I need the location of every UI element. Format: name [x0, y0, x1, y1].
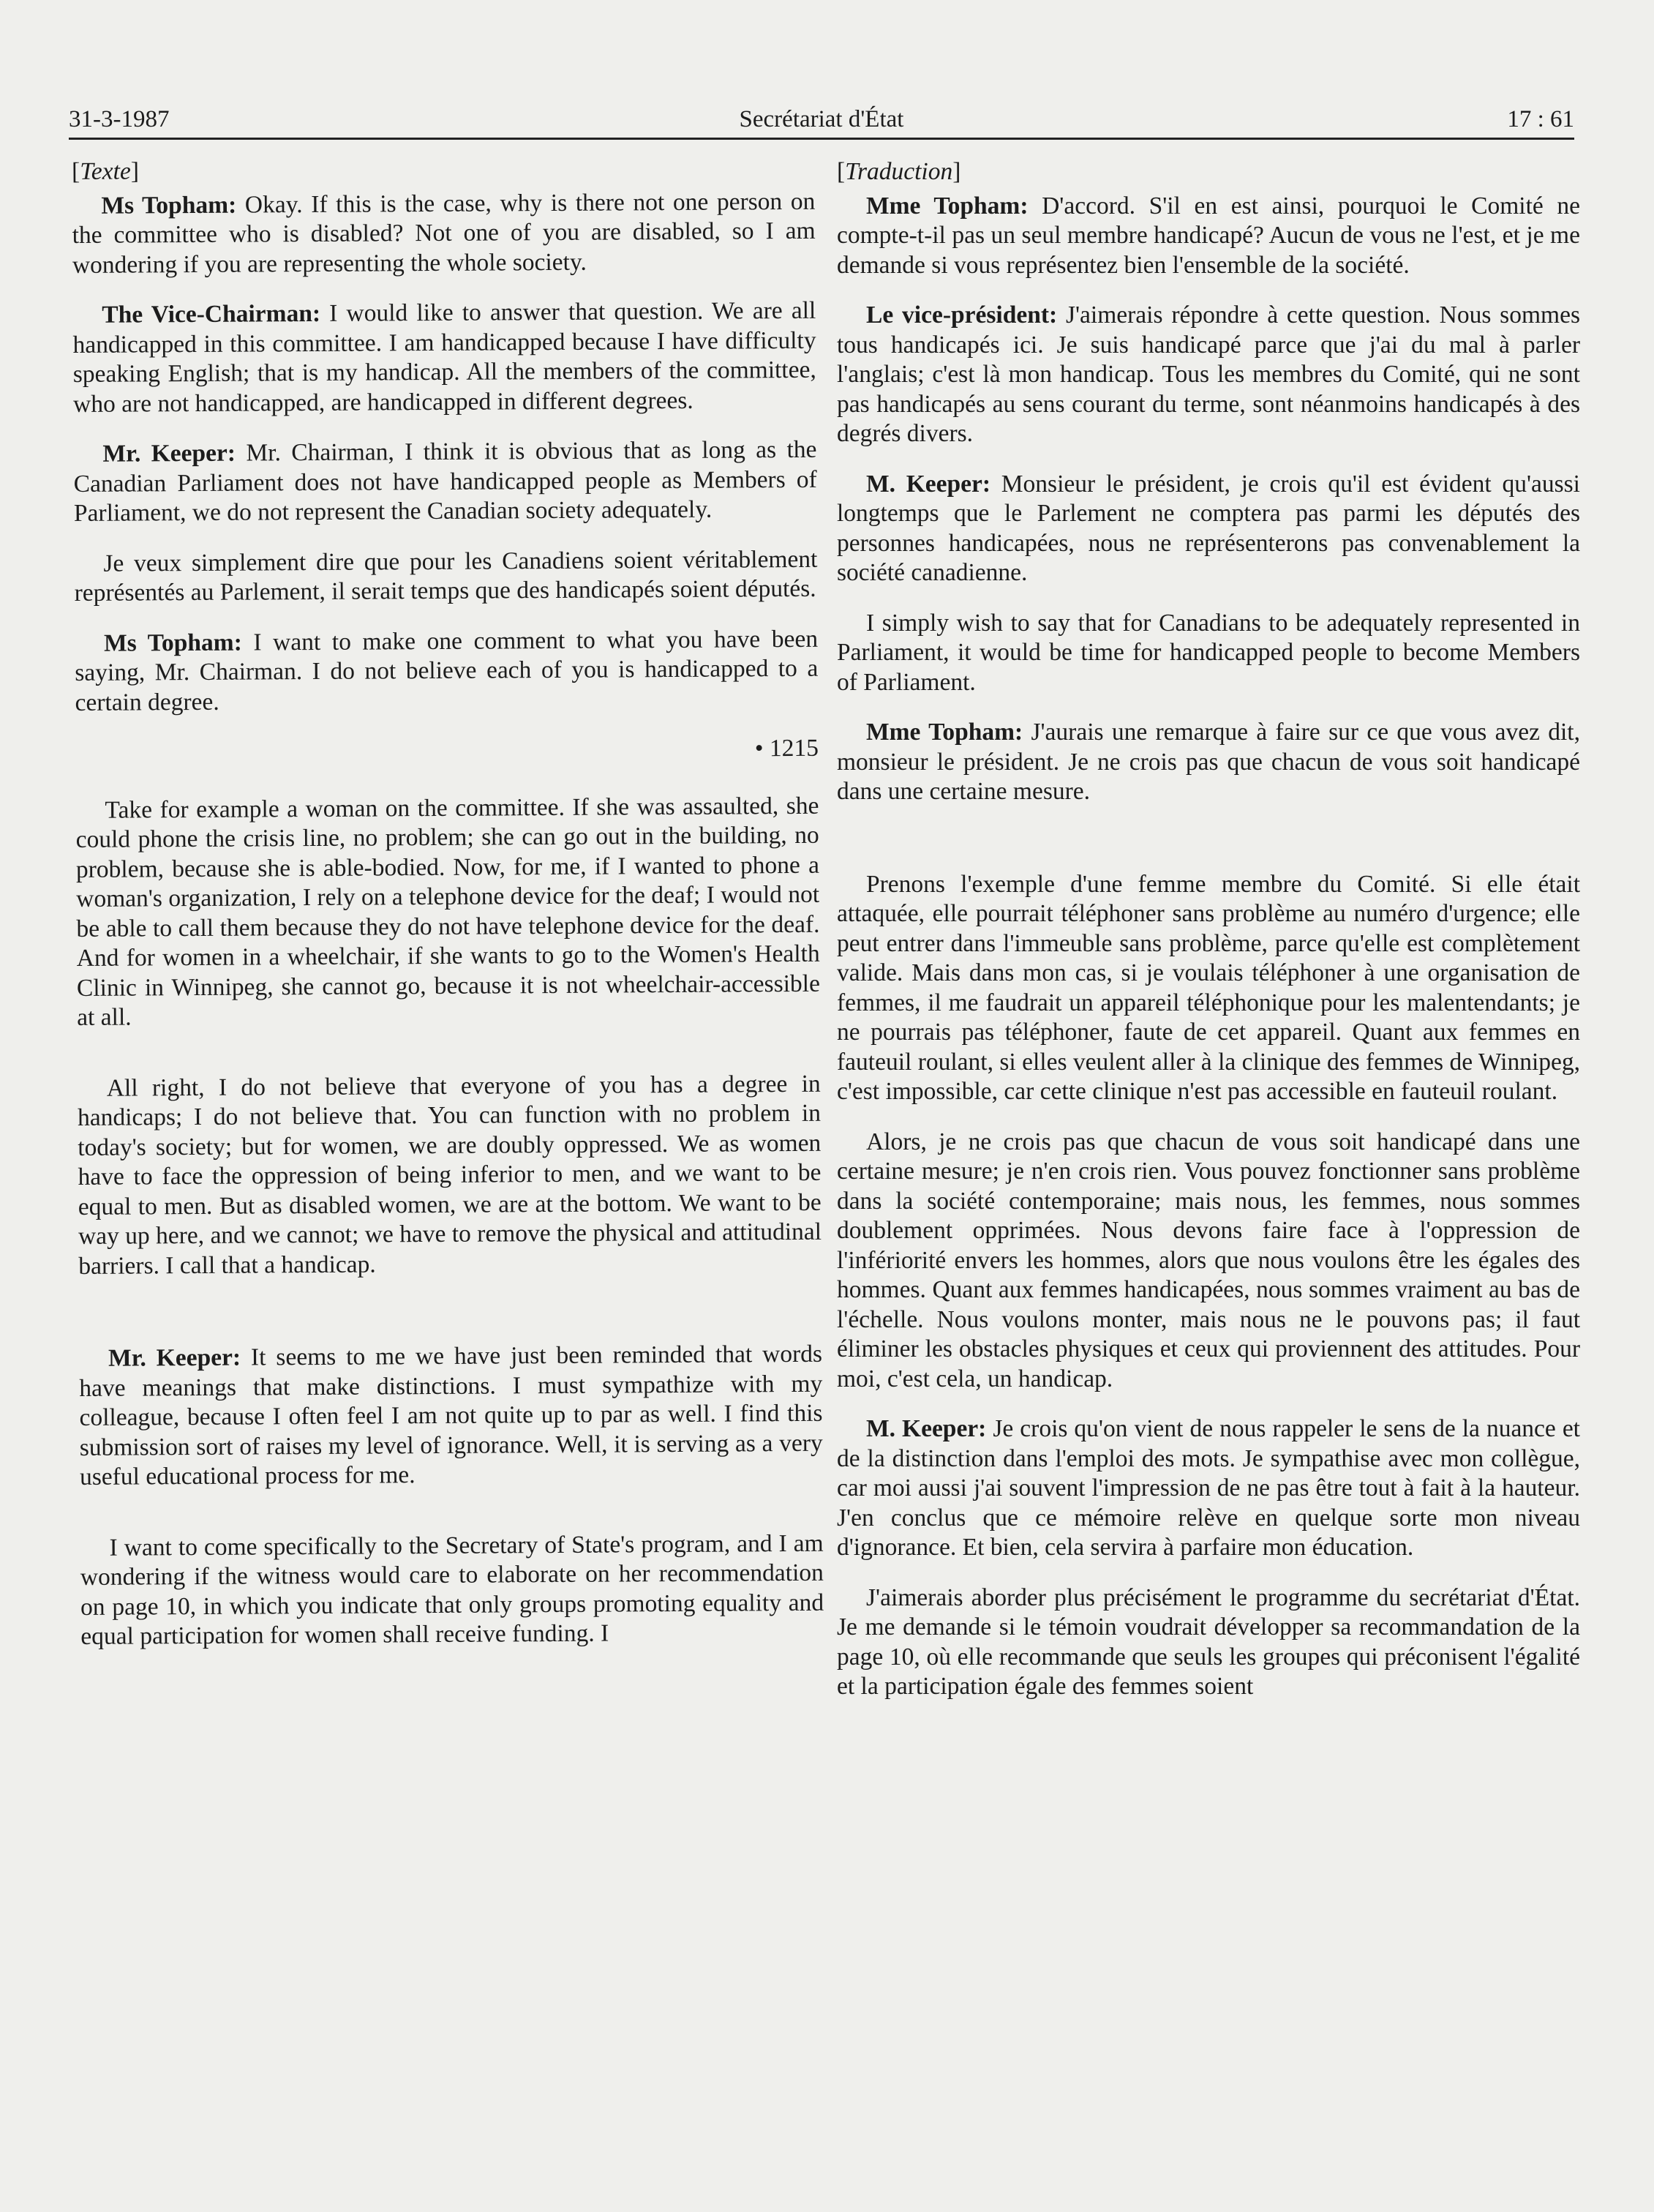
section-tag-text: Traduction	[845, 158, 953, 185]
paragraph	[837, 718, 1580, 807]
left-column-english	[72, 153, 824, 1673]
paragraph	[72, 296, 816, 419]
paragraph: I simply wish to say that for Canadians to be adequately represented in Parliament, it would be time for handicapped people to become Members of Parliament.	[837, 609, 1580, 696]
speaker-name: Ms Topham:	[103, 629, 242, 657]
paragraph: I want to come specifically to the Secretary of State's program, and I am wondering if the witness would care to elaborate on her recommendation on page 10, in which you indicate that only groups promoting equality and equal participation for women shall receive funding. I	[80, 1529, 824, 1650]
speaker-name: Mme Topham:	[866, 719, 1023, 746]
header-date: 31-3-1987	[69, 106, 170, 132]
paragraph	[837, 192, 1580, 281]
speech-text: Monsieur le président, je crois qu'il est évident qu'aussi longtemps que le Parlement ne comptera pas parmi les députés des personnes handicapées, nous ne représenterons pas convenablement la société canadienne.	[837, 470, 1580, 586]
time-marker: • 1215	[754, 734, 819, 762]
section-tag-text: Texte	[80, 157, 131, 185]
speech-text: D'accord. S'il en est ainsi, pourquoi le Comité ne compte-t-il pas un seul membre handicapé? Aucun de vous ne l'est, et je me demande si vous représentez bien l'ensemble de la société.	[837, 192, 1580, 279]
speech-text: J'aimerais répondre à cette question. Nous sommes tous handicapés ici. Je suis handicapé parce que j'ai du mal à parler l'anglais; c'est là mon handicap. Tous les membres du Comité, qui ne sont pas handicapés au sens courant du terme, sont néanmoins handicapés à des degrés divers.	[837, 301, 1580, 447]
speech-text: J'aurais une remarque à faire sur ce que vous avez dit, monsieur le président. Je ne crois pas que chacun de vous soit handicapé dans une certaine mesure.	[837, 719, 1580, 805]
paragraph	[837, 1414, 1580, 1563]
speaker-name: Ms Topham:	[101, 191, 237, 220]
paragraph	[72, 187, 816, 280]
paragraph: Take for example a woman on the committee. If she was assaulted, she could phone the crisis line, no problem; she can go out in the building, no problem, because she is able-bodied. Now, for me, if I wanted to phone a woman's organization, I rely on a telephone device for the deaf; I would not be able to call them because they do not have telephone device for the deaf. And for women in a wheelchair, if she wants to go to the Women's Health Clinic in Winnipeg, she cannot go, because it is not wheelchair-accessible at all.	[75, 792, 821, 1031]
speaker-name: M. Keeper:	[866, 470, 991, 498]
speech-text: Mr. Chairman, I think it is obvious that as long as the Canadian Parliament does not have handicapped people as Members of Parliament, we do not represent the Canadian society adequately.	[73, 435, 817, 527]
header-title: Secrétariat d'État	[739, 106, 904, 132]
paragraph	[75, 624, 819, 718]
speaker-name: The Vice-Chairman:	[102, 299, 321, 329]
speaker-name: Mme Topham:	[866, 192, 1029, 220]
section-tag: [Traduction]	[837, 158, 961, 185]
header-page-number: 17 : 61	[1507, 106, 1574, 132]
paragraph	[837, 470, 1580, 588]
paragraph: J'aimerais aborder plus précisément le programme du secrétariat d'État. Je me demande si le témoin voudrait développer sa recommandation de la page 10, où elle recommande que seuls les groupes qui préconisent l'égalité et la participation égale des femmes soient	[837, 1583, 1580, 1700]
right-column-french	[837, 157, 1580, 1722]
speech-text: I want to make one comment to what you have been saying, Mr. Chairman. I do not believe each of you is handicapped to a certain degree.	[75, 625, 819, 716]
speaker-name: M. Keeper:	[866, 1415, 987, 1442]
paragraph: Alors, je ne crois pas que chacun de vous soit handicapé dans une certaine mesure; je n'en crois rien. Vous pouvez fonctionner sans problème dans la société contemporaine; mais nous, les femmes, nous sommes doublement opprimées. Nous devons faire face à l'oppression de l'infériorité envers les hommes, alors que nous voulons être les égales des hommes. Quant aux femmes handicapées, nous sommes vraiment au bas de l'échelle. Nous voulons monter, mais nous ne le pouvons pas; il faut éliminer les obstacles physiques et ceux qui proviennent des attitudes. Pour moi, c'est cela, un handicap.	[837, 1128, 1580, 1392]
speaker-name: Mr. Keeper:	[108, 1343, 241, 1372]
speaker-name: Mr. Keeper:	[102, 439, 236, 468]
paragraph: All right, I do not believe that everyone of you has a degree in handicaps; I do not believe that. You can function with no problem in today's society; but for women, we are doubly oppressed. We as women have to face the oppression of being inferior to men, and we want to be equal to men. But as disabled women, we are at the bottom. We want to be way up here, and we cannot; we have to remove the physical and attitudinal barriers. I call that a handicap.	[77, 1070, 822, 1280]
paragraph: Je veux simplement dire que pour les Canadiens soient véritablement représentés au Parlement, il serait temps que des handicapés soient députés.	[74, 545, 818, 607]
speaker-name: Le vice-président:	[866, 301, 1058, 329]
paragraph	[79, 1340, 823, 1493]
speech-text: Okay. If this is the case, why is there not one person on the committee who is disabled? Not one of you are disabled, so I am wondering if you are representing the whole society.	[72, 187, 816, 279]
page-header	[69, 101, 1574, 140]
section-tag: [Texte]	[72, 157, 140, 185]
paragraph	[837, 301, 1580, 449]
paragraph: Prenons l'exemple d'une femme membre du Comité. Si elle était attaquée, elle pourrait téléphoner sans problème au numéro d'urgence; elle peut entrer dans l'immeuble sans problème, parce qu'elle est complètement valide. Mais dans mon cas, si je voulais téléphoner à une organisation de femmes, il me faudrait un appareil téléphonique pour les malentendants; je ne pourrais pas téléphoner, faute de cet appareil. Quant aux femmes en fauteuil roulant, si elles veulent aller à la clinique des femmes de Winnipeg, c'est impossible, car cette clinique n'est pas accessible en fauteuil roulant.	[837, 870, 1580, 1105]
paragraph	[73, 435, 817, 529]
speech-text: It seems to me we have just been reminded that words have meanings that make distinctions. I must sympathize with my colleague, because I often feel I am not quite up to par as well. I find this submission sort of raises my level of ignorance. Well, it is serving as a very useful educational process for me.	[79, 1340, 823, 1491]
speech-text: I would like to answer that question. We are all handicapped in this committee. I am handicapped because I have difficulty speaking English; that is my handicap. All the members of the committee, who are not handicapped, are handicapped in different degrees.	[72, 296, 816, 418]
speech-text: Je crois qu'on vient de nous rappeler le sens de la nuance et de la distinction dans l'emploi des mots. Je sympathise avec mon collègue, car moi aussi j'ai souvent l'impression de ne pas être tout à fait à la hauteur. J'en conclus que ce mémoire relève en quelque sorte mon niveau d'ignorance. Et bien, cela servira à parfaire mon éducation.	[837, 1415, 1580, 1561]
